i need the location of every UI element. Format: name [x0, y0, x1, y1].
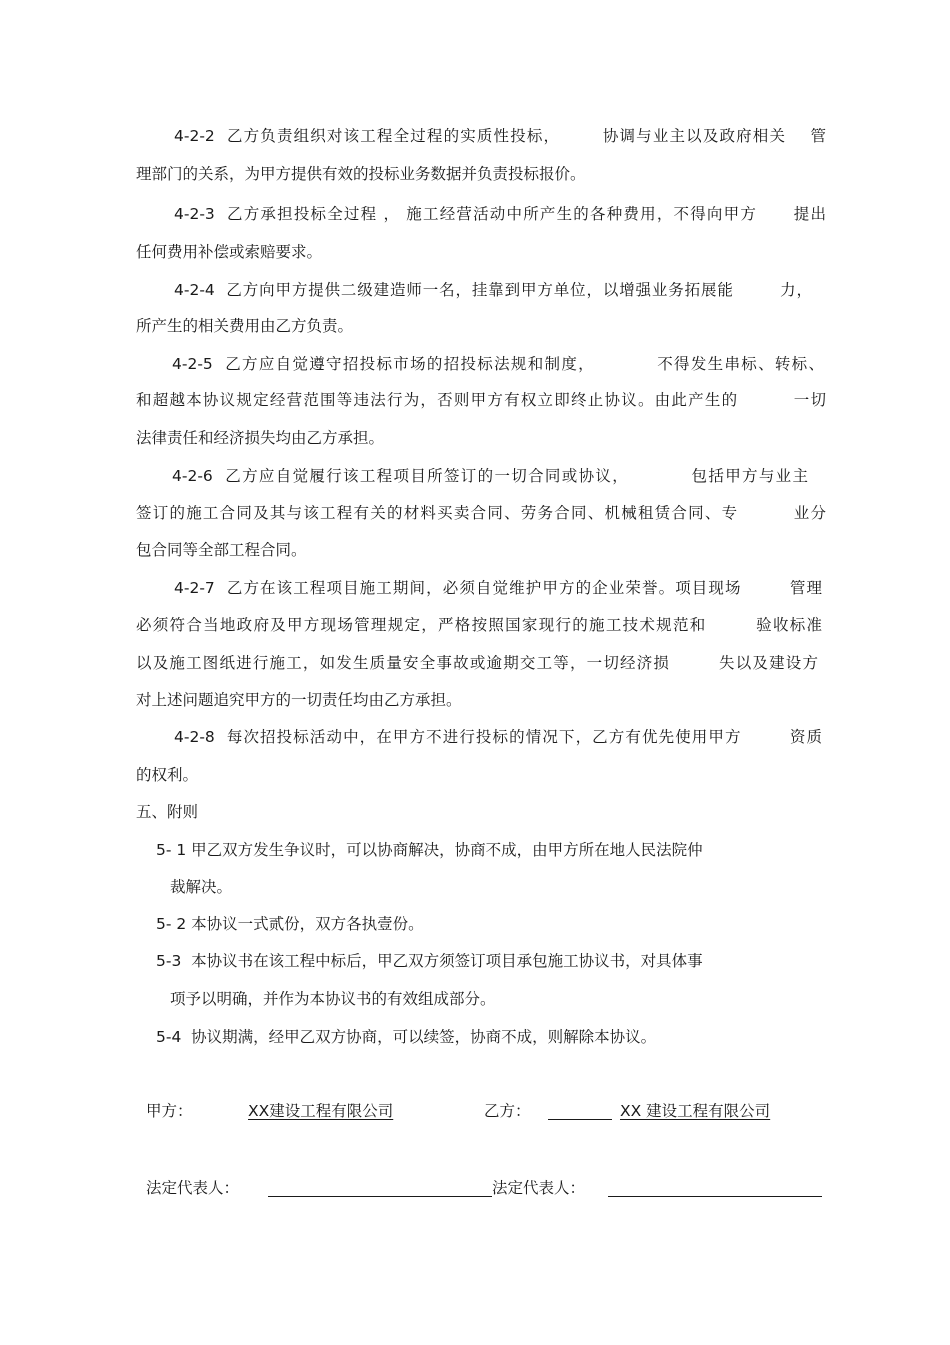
- clause-4-2-7-line-2: 必须符合当地政府及甲方现场管理规定，严格按照国家现行的施工技术规范和 验收标准: [136, 616, 822, 634]
- clause-4-2-6-line-1: 4-2-6 乙方应自觉履行该工程项目所签订的一切合同或协议， 包括甲方与业主: [172, 467, 808, 485]
- clause-4-2-6-line-2: 签订的施工合同及其与该工程有关的材料买卖合同、劳务合同、机械租赁合同、专 业分: [136, 504, 826, 522]
- clause-4-2-2-line-1: 4-2-2 乙方负责组织对该工程全过程的实质性投标， 协调与业主以及政府相关 管: [174, 127, 826, 145]
- party-b-label: 乙方：: [484, 1102, 531, 1120]
- party-b-name: XX 建设工程有限公司: [620, 1102, 771, 1120]
- party-a-label: 甲方：: [146, 1102, 193, 1120]
- clause-4-2-8-line-1: 4-2-8 每次招投标活动中，在甲方不进行投标的情况下，乙方有优先使用甲方 资质: [174, 728, 822, 746]
- rep-a-signature-line: [268, 1196, 492, 1197]
- clause-5-1-line-1: 5- 1 甲乙双方发生争议时，可以协商解决，协商不成，由甲方所在地人民法院仲: [156, 841, 703, 859]
- rep-b-signature-line: [608, 1196, 822, 1197]
- clause-5-2-line-1: 5- 2 本协议一式贰份，双方各执壹份。: [156, 915, 424, 933]
- clause-4-2-5-line-3: 法律责任和经济损失均由乙方承担。: [136, 429, 385, 447]
- clause-4-2-5-line-1: 4-2-5 乙方应自觉遵守招投标市场的招投标法规和制度， 不得发生串标、转标、: [172, 355, 824, 373]
- rep-b-label: 法定代表人：: [492, 1179, 586, 1197]
- clause-4-2-5-line-2: 和超越本协议规定经营范围等违法行为，否则甲方有权立即终止协议。由此产生的 一切: [136, 391, 826, 409]
- clause-5-4-line-1: 5-4 协议期满，经甲乙双方协商，可以续签，协商不成，则解除本协议。: [156, 1028, 657, 1046]
- clause-4-2-7-line-1: 4-2-7 乙方在该工程项目施工期间，必须自觉维护甲方的企业荣誉。项目现场 管理: [174, 579, 822, 597]
- clause-4-2-3-line-2: 任何费用补偿或索赔要求。: [136, 243, 323, 261]
- rep-a-label: 法定代表人：: [146, 1179, 240, 1197]
- clause-4-2-4-line-2: 所产生的相关费用由乙方负责。: [136, 317, 354, 335]
- clause-4-2-3-line-1: 4-2-3 乙方承担投标全过程 ， 施工经营活动中所产生的各种费用，不得向甲方 提出: [174, 205, 826, 223]
- section-5-heading: 五、附则: [136, 803, 199, 821]
- clause-4-2-4-line-1: 4-2-4 乙方向甲方提供二级建造师一名，挂靠到甲方单位，以增强业务拓展能 力，: [174, 281, 812, 299]
- clause-4-2-2-line-2: 理部门的关系，为甲方提供有效的投标业务数据并负责投标报价。: [136, 165, 586, 183]
- clause-5-3-line-1: 5-3 本协议书在该工程中标后，甲乙双方须签订项目承包施工协议书，对具体事: [156, 952, 703, 970]
- clause-5-1-line-2: 裁解决。: [170, 878, 233, 896]
- party-b-blank-line: [548, 1119, 612, 1120]
- party-a-name: XX建设工程有限公司: [248, 1102, 394, 1120]
- clause-5-3-line-2: 项予以明确，并作为本协议书的有效组成部分。: [170, 990, 496, 1008]
- clause-4-2-7-line-4: 对上述问题追究甲方的一切责任均由乙方承担。: [136, 691, 462, 709]
- clause-4-2-7-line-3: 以及施工图纸进行施工，如发生质量安全事故或逾期交工等，一切经济损 失以及建设方: [136, 654, 818, 672]
- clause-4-2-6-line-3: 包合同等全部工程合同。: [136, 541, 307, 559]
- clause-4-2-8-line-2: 的权利。: [136, 766, 199, 784]
